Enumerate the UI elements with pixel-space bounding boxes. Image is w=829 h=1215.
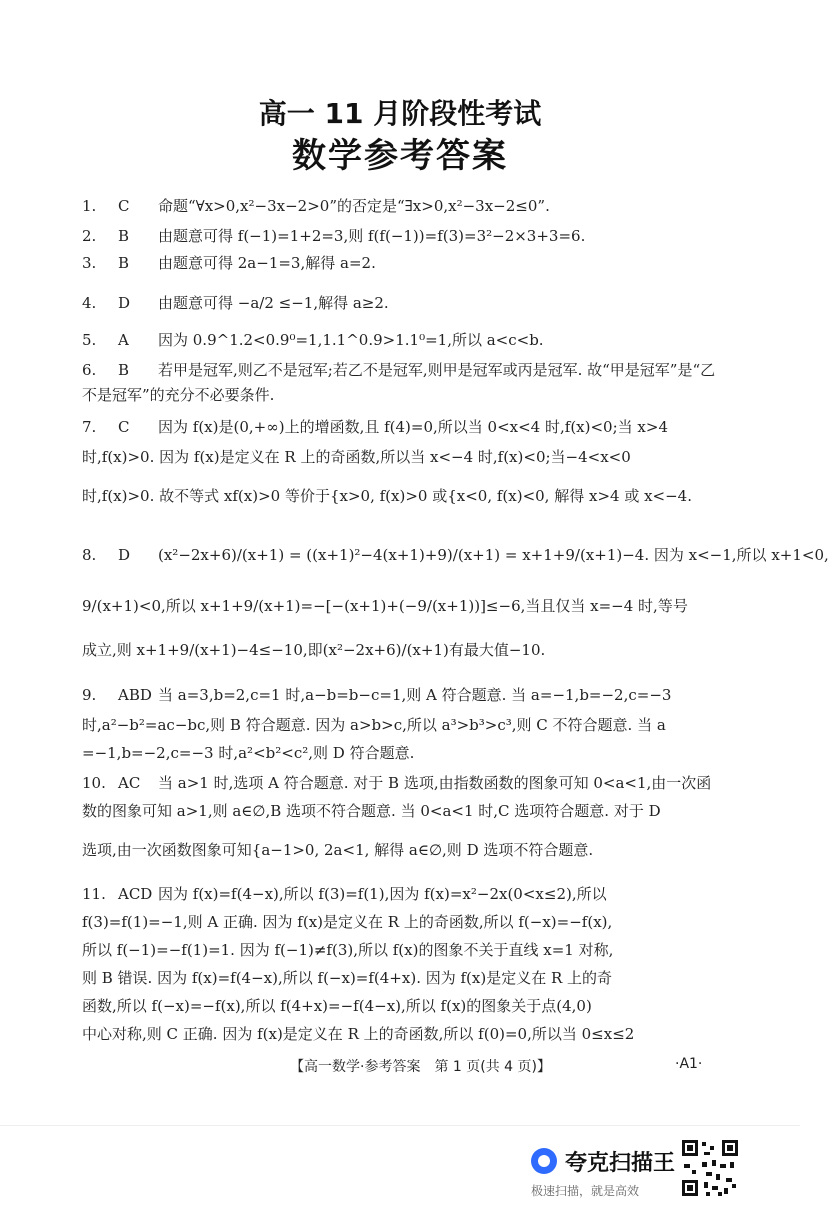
answer-choice: ACD xyxy=(118,885,153,903)
footer-page-info: 【高一数学·参考答案 第 1 页(共 4 页)】 xyxy=(290,1059,551,1075)
explanation-text: 因为 0.9^1.2<0.9⁰=1,1.1^0.9>1.1⁰=1,所以 a<c<b. xyxy=(158,331,544,349)
question-number: 9. xyxy=(82,686,97,704)
explanation-text: 则 B 错误. 因为 f(x)=f(4−x),所以 f(−x)=f(4+x). 因为 f(x)是定义在 R 上的奇 xyxy=(82,969,613,987)
question-number: 7. xyxy=(82,418,97,436)
answer-line xyxy=(82,195,732,217)
answer-line xyxy=(82,384,732,406)
explanation-text: 数的图象可知 a>1,则 a∈∅,B 选项不符合题意. 当 0<a<1 时,C 选项符合题意. 对于 D xyxy=(82,802,661,820)
explanation-text: 由题意可得 −a/2 ≤−1,解得 a≥2. xyxy=(158,294,389,312)
answer-line xyxy=(82,292,732,314)
answer-line xyxy=(82,684,732,706)
exam-title: 高一 11 月阶段性考试 xyxy=(258,97,542,130)
answer-line xyxy=(82,800,732,822)
answer-choice: B xyxy=(118,361,130,379)
answer-line xyxy=(82,714,732,736)
answer-choice: AC xyxy=(118,774,141,792)
answer-line xyxy=(82,329,732,351)
explanation-text: 因为 f(x)=f(4−x),所以 f(3)=f(1),因为 f(x)=x²−2x(0<x≤2),所以 xyxy=(158,885,607,903)
question-number: 10. xyxy=(82,774,106,792)
explanation-text: 由题意可得 f(−1)=1+2=3,则 f(f(−1))=f(3)=3²−2×3+3=6. xyxy=(158,227,586,245)
footer-code: ·A1· xyxy=(675,1056,703,1072)
qr-code-icon xyxy=(680,1138,740,1198)
answer-line xyxy=(82,772,732,794)
explanation-text: 若甲是冠军,则乙不是冠军;若乙不是冠军,则甲是冠军或丙是冠军. 故“甲是冠军”是“乙 xyxy=(158,361,716,379)
answer-title: 数学参考答案 xyxy=(292,136,508,176)
explanation-text: 成立,则 x+1+9/(x+1)−4≤−10,即(x²−2x+6)/(x+1)有最大值−10. xyxy=(82,641,546,659)
answer-line xyxy=(82,485,732,507)
question-number: 2. xyxy=(82,227,97,245)
answer-line xyxy=(82,595,732,617)
answer-line xyxy=(82,883,732,905)
answer-line xyxy=(82,639,732,661)
question-number: 1. xyxy=(82,197,97,215)
explanation-text: 因为 f(x)是(0,+∞)上的增函数,且 f(4)=0,所以当 0<x<4 时,f(x)<0;当 x>4 xyxy=(158,418,668,436)
question-number: 11. xyxy=(82,885,106,903)
brand-slogan: 极速扫描，就是高效 xyxy=(531,1184,640,1198)
explanation-text: 中心对称,则 C 正确. 因为 f(x)是定义在 R 上的奇函数,所以 f(0)=0,所以当 0≤x≤2 xyxy=(82,1025,635,1043)
answer-line xyxy=(82,359,732,381)
explanation-text: (x²−2x+6)/(x+1) = ((x+1)²−4(x+1)+9)/(x+1) = x+1+9/(x+1)−4. 因为 x<−1,所以 x+1<0, xyxy=(158,546,829,564)
explanation-text: 当 a=3,b=2,c=1 时,a−b=b−c=1,则 A 符合题意. 当 a=−1,b=−2,c=−3 xyxy=(158,686,672,704)
watermark-divider xyxy=(0,1125,800,1126)
explanation-text: 时,f(x)>0. 故不等式 xf(x)>0 等价于{x>0, f(x)>0 或{x<0, f(x)<0, 解得 x>4 或 x<−4. xyxy=(82,487,692,505)
brand-name: 夸克扫描王 xyxy=(565,1151,676,1176)
answer-choice: D xyxy=(118,294,131,312)
answer-line xyxy=(82,544,829,566)
answer-line xyxy=(82,446,732,468)
answer-choice: ABD xyxy=(118,686,152,704)
scanner-watermark xyxy=(525,1142,675,1202)
question-number: 6. xyxy=(82,361,97,379)
explanation-text: 9/(x+1)<0,所以 x+1+9/(x+1)=−[−(x+1)+(−9/(x+1))]≤−6,当且仅当 x=−4 时,等号 xyxy=(82,597,688,615)
answer-line xyxy=(82,939,732,961)
quark-logo-icon xyxy=(531,1148,557,1174)
answer-line xyxy=(82,839,732,861)
explanation-text: 函数,所以 f(−x)=−f(x),所以 f(4+x)=−f(4−x),所以 f(x)的图象关于点(4,0) xyxy=(82,997,592,1015)
answer-choice: C xyxy=(118,418,130,436)
answer-choice: B xyxy=(118,254,130,272)
explanation-text: 不是冠军”的充分不必要条件. xyxy=(82,386,275,404)
answer-choice: D xyxy=(118,546,131,564)
explanation-text: 命题“∀x>0,x²−3x−2>0”的否定是“∃x>0,x²−3x−2≤0”. xyxy=(158,197,550,215)
explanation-text: 时,a²−b²=ac−bc,则 B 符合题意. 因为 a>b>c,所以 a³>b³>c³,则 C 不符合题意. 当 a xyxy=(82,716,666,734)
answer-line xyxy=(82,967,732,989)
answer-choice: C xyxy=(118,197,130,215)
answer-line xyxy=(82,1023,732,1045)
answer-line xyxy=(82,911,732,933)
explanation-text: 时,f(x)>0. 因为 f(x)是定义在 R 上的奇函数,所以当 x<−4 时,f(x)<0;当−4<x<0 xyxy=(82,448,631,466)
answer-line xyxy=(82,416,732,438)
explanation-text: 当 a>1 时,选项 A 符合题意. 对于 B 选项,由指数函数的图象可知 0<a<1,由一次函 xyxy=(158,774,712,792)
explanation-text: 由题意可得 2a−1=3,解得 a=2. xyxy=(158,254,376,272)
answer-line xyxy=(82,995,732,1017)
answer-choice: B xyxy=(118,227,130,245)
question-number: 4. xyxy=(82,294,97,312)
question-number: 3. xyxy=(82,254,97,272)
question-number: 5. xyxy=(82,331,97,349)
explanation-text: 选项,由一次函数图象可知{a−1>0, 2a<1, 解得 a∈∅,则 D 选项不符合题意. xyxy=(82,841,594,859)
explanation-text: =−1,b=−2,c=−3 时,a²<b²<c²,则 D 符合题意. xyxy=(82,744,415,762)
explanation-text: 所以 f(−1)=−f(1)=1. 因为 f(−1)≠f(3),所以 f(x)的图象不关于直线 x=1 对称, xyxy=(82,941,614,959)
question-number: 8. xyxy=(82,546,97,564)
answer-line xyxy=(82,252,732,274)
answer-line xyxy=(82,225,732,247)
answer-line xyxy=(82,742,732,764)
explanation-text: f(3)=f(1)=−1,则 A 正确. 因为 f(x)是定义在 R 上的奇函数,所以 f(−x)=−f(x), xyxy=(82,913,613,931)
answer-choice: A xyxy=(118,331,129,349)
